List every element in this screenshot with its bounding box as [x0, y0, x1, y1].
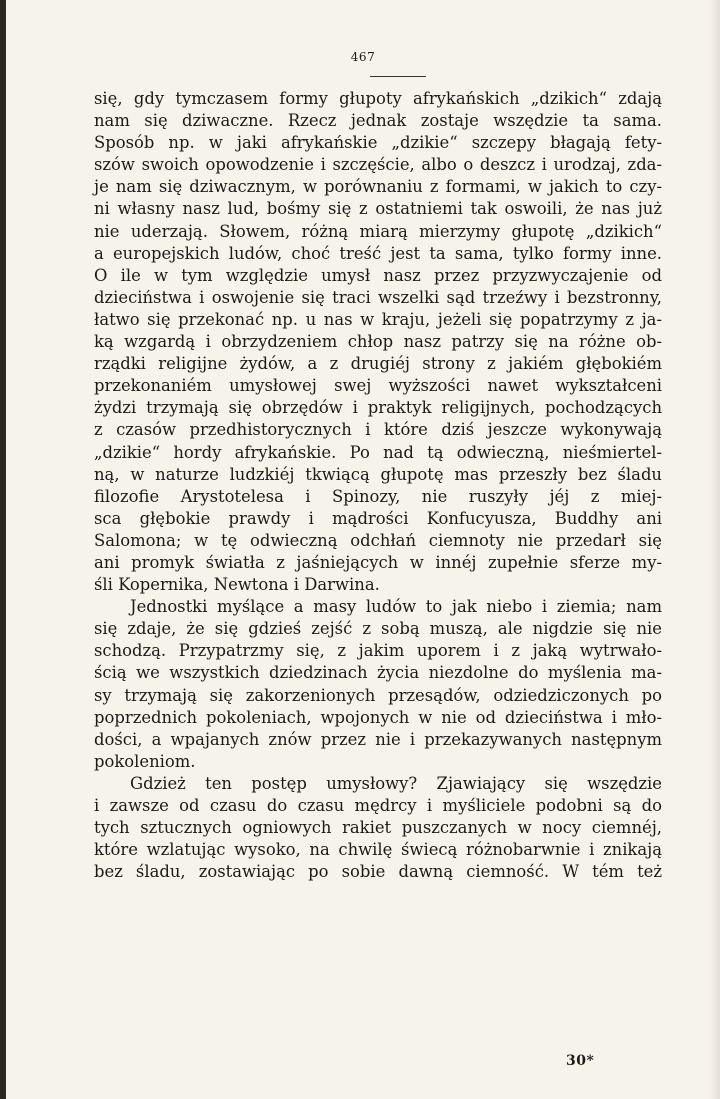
- text-line: dzieciństwa i oswojenie się traci wszelki sąd trzeźwy i bezstronny,: [94, 287, 662, 307]
- text-line: O ile w tym względzie umysł nasz przez przyzwyczajenie od: [94, 265, 662, 285]
- text-line: dości, a wpajanych znów przez nie i przekazywanych następnym: [94, 729, 662, 749]
- paragraph: [94, 596, 662, 773]
- text-line: które wzlatując wysoko, na chwilę świecą różnobarwnie i znikają: [94, 840, 662, 860]
- text-line: sca głębokie prawdy i mądrości Konfucyusza, Buddhy ani: [94, 508, 662, 528]
- text-line: pokoleniom.: [94, 751, 196, 771]
- text-line: ni własny nasz lud, bośmy się z ostatniemi tak oswoili, że nas już: [94, 199, 662, 219]
- text-line: śli Kopernika, Newtona i Darwina.: [94, 575, 380, 595]
- text-line: schodzą. Przypatrzmy się, z jakim uporem i z jaką wytrwało-: [94, 641, 662, 661]
- text-line: Jednostki myślące a masy ludów to jak niebo i ziemia; nam: [130, 597, 662, 617]
- text-line: nie uderzają. Słowem, różną miarą mierzymy głupotę „dzikich“: [94, 221, 662, 241]
- text-line: Gdzież ten postęp umysłowy? Zjawiający się wszędzie: [130, 773, 662, 793]
- text-line: się zdaje, że się gdzieś zejść z sobą muszą, ale nigdzie się nie: [94, 619, 662, 639]
- text-line: poprzednich pokoleniach, wpojonych w nie od dzieciństwa i mło-: [94, 707, 662, 727]
- text-line: tych sztucznych ogniowych rakiet puszczanych w nocy ciemnéj,: [94, 818, 662, 838]
- page-edge-shadow: [710, 0, 720, 1099]
- page-number: 467: [350, 50, 376, 64]
- text-line: rządki religijne żydów, a z drugiéj strony z jakiém głębokiém: [94, 354, 662, 374]
- text-line: a europejskich ludów, choć treść jest ta sama, tylko formy inne.: [94, 243, 662, 263]
- paragraph: [94, 88, 662, 596]
- text-line: się, gdy tymczasem formy głupoty afrykańskich „dzikich“ zdają: [94, 89, 662, 108]
- text-line: przekonaniém umysłowej swej wyższości nawet wykształceni: [94, 376, 662, 396]
- text-line: sy trzymają się zakorzenionych przesądów, odziedziczonych po: [94, 685, 662, 705]
- text-line: Sposób np. w jaki afrykańskie „dzikie“ szczepy błagają fety-: [94, 133, 662, 153]
- page-number-rule: [370, 76, 426, 77]
- text-line: nam się dziwaczne. Rzecz jednak zostaje wszędzie ta sama.: [94, 111, 662, 131]
- text-line: ką wzgardą i obrzydzeniem chłop nasz patrzy się na różne ob-: [94, 332, 662, 352]
- text-line: łatwo się przekonać np. u nas w kraju, jeżeli się popatrzymy z ja-: [94, 309, 662, 329]
- text-line: szów swoich opowodzenie i szczęście, albo o deszcz i urodzaj, zda-: [94, 155, 662, 175]
- text-line: bez śladu, zostawiając po sobie dawną ciemność. W tém też: [94, 862, 662, 882]
- text-line: żydzi trzymają się obrzędów i praktyk religijnych, pochodzących: [94, 398, 662, 418]
- body-text: [94, 88, 662, 883]
- text-line: filozofie Arystotelesa i Spinozy, nie ruszyły jéj z miej-: [94, 486, 662, 506]
- text-line: z czasów przedhistorycznych i które dziś jeszcze wykonywają: [94, 420, 662, 440]
- text-line: ścią we wszystkich dziedzinach życia niezdolne do myślenia ma-: [94, 663, 662, 683]
- paragraph: [94, 773, 662, 883]
- text-line: i zawsze od czasu do czasu mędrcy i myśliciele podobni są do: [94, 796, 662, 815]
- sheet-signature-mark: 30*: [566, 1053, 595, 1069]
- text-line: ną, w naturze ludzkiéj tkwiącą głupotę mas przeszły bez śladu: [94, 464, 662, 484]
- text-line: Salomona; w tę odwieczną odchłań ciemnoty nie przedarł się: [94, 530, 662, 550]
- text-line: je nam się dziwacznym, w porównaniu z formami, w jakich to czy-: [94, 177, 662, 197]
- text-line: „dzikie“ hordy afrykańskie. Po nad tą odwieczną, nieśmiertel-: [94, 442, 662, 462]
- text-line: ani promyk światła z jaśniejących w innéj zupełnie sferze my-: [94, 552, 662, 572]
